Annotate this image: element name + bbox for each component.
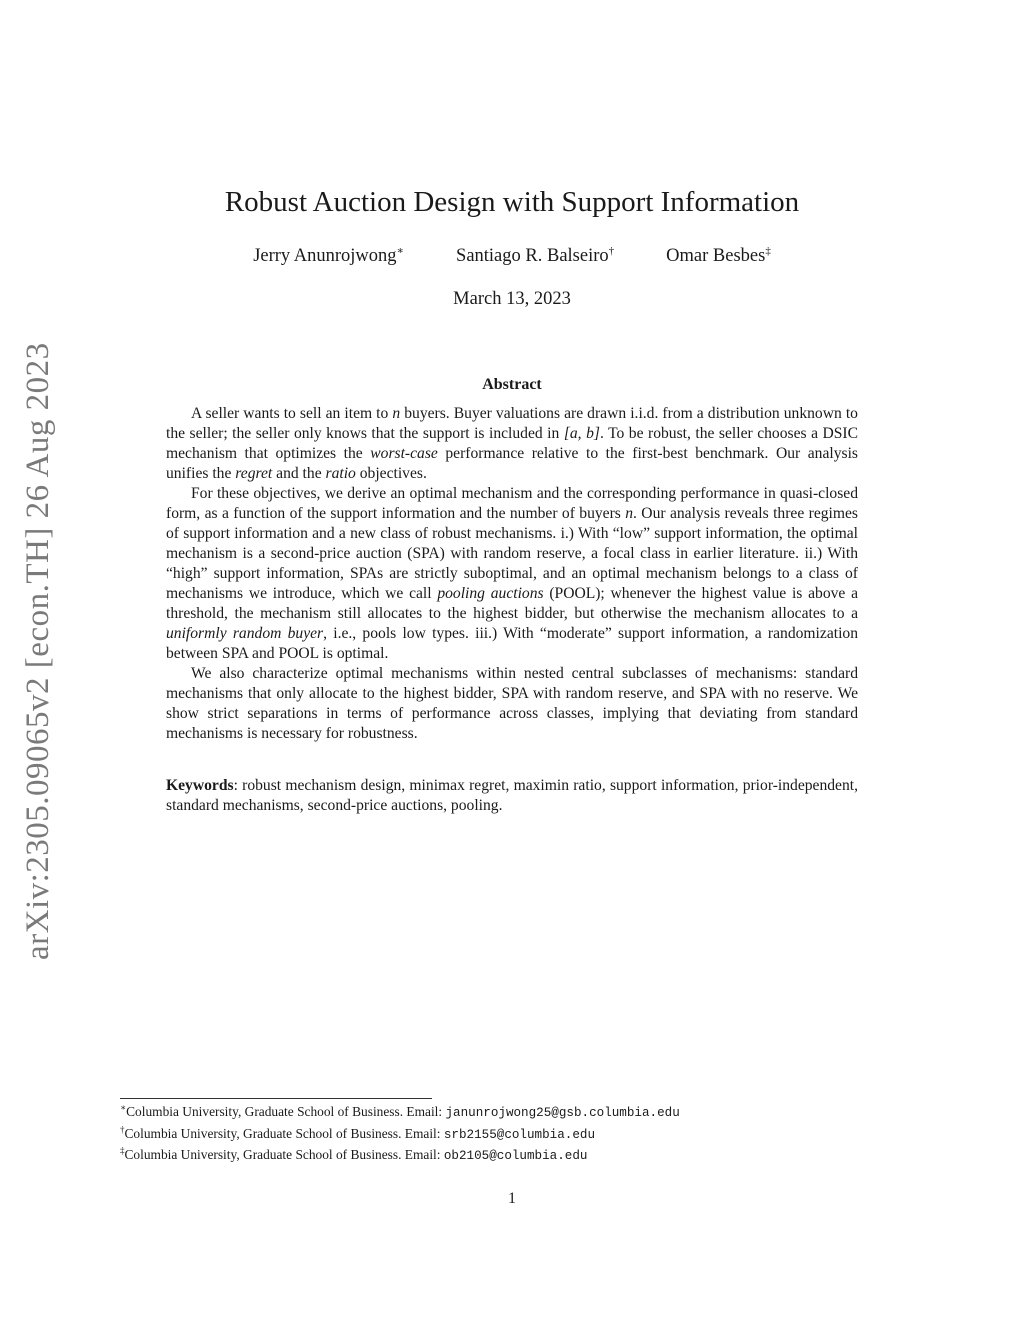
abstract-heading: Abstract xyxy=(482,376,542,393)
abstract-p2-text: For these objectives, we derive an optimal mechanism and the corresponding performance in quasi-closed form, as a function of the support information and the number of buyers xyxy=(166,485,858,522)
arxiv-identifier-stamp: arXiv:2305.09065v2 [econ.TH] 26 Aug 2023 xyxy=(20,342,56,960)
author-2 xyxy=(456,243,614,269)
footnote-2-email: srb2155@columbia.edu xyxy=(443,1127,596,1142)
author-1-footnote-mark: ∗ xyxy=(396,244,405,257)
abstract-body xyxy=(166,404,858,744)
footnote-1-text: Columbia University, Graduate School of Business. Email: xyxy=(126,1104,446,1119)
author-3-footnote-mark: ‡ xyxy=(765,244,771,257)
paper-title: Robust Auction Design with Support Information xyxy=(224,186,800,218)
abstract-p2-text: (POOL); whenever the highest value is above a threshold, the mechanism still allocates to the highest bidder, but otherwise the mechanism allocates to a xyxy=(166,585,859,622)
math-interval: [a, b] xyxy=(563,425,600,442)
footnote-3-text: Columbia University, Graduate School of Business. Email: xyxy=(124,1147,444,1162)
math-n: n xyxy=(625,505,634,522)
emphasis-worst-case: worst-case xyxy=(370,445,438,462)
abstract-p2-text: . Our analysis reveals three regimes of support information and a new class of robust mechanisms. i.) With “low” support information, the optimal mechanism is a second-price auction (SPA) with random reserve, a focal class in earlier literature. ii.) With “high” support information, SPAs are strictly suboptimal, and an optimal mechanism belongs to a class of mechanisms we introduce, which we call xyxy=(166,505,858,602)
footnotes xyxy=(120,1102,900,1167)
abstract-p1-text: A seller wants to sell an item to xyxy=(191,405,393,422)
page-number: 1 xyxy=(508,1190,516,1207)
author-2-footnote-mark: † xyxy=(608,244,615,257)
abstract-p1-text: objectives. xyxy=(355,465,427,482)
keywords-label: Keywords xyxy=(166,777,234,794)
footnote-divider xyxy=(120,1098,432,1099)
abstract-p1-text: . To be robust, the seller chooses a DSIC mechanism that optimizes the xyxy=(166,425,859,462)
footnote-3-mark: ‡ xyxy=(120,1145,125,1156)
abstract-p1-text: buyers. Buyer valuations are drawn i.i.d. from a distribution unknown to the seller; the seller only knows that the support is included in xyxy=(166,405,858,442)
author-3 xyxy=(666,243,771,269)
footnote-3 xyxy=(120,1145,900,1167)
emphasis-uniformly-random-buyer: uniformly random buyer xyxy=(166,625,324,642)
footnote-1-email: janunrojwong25@gsb.columbia.edu xyxy=(445,1106,680,1120)
author-list xyxy=(0,243,1024,269)
abstract-paragraph-3: We also characterize optimal mechanisms within nested central subclasses of mechanisms: standard mechanisms that only allocate to the highest bidder, SPA with random reserve, and SPA with no reserve. We show strict separations in terms of performance across classes, implying that deviating from standard mechanisms is necessary for robustness. xyxy=(166,665,858,742)
footnote-1 xyxy=(120,1102,900,1124)
author-1-name: Jerry Anunrojwong xyxy=(253,246,397,266)
author-2-name: Santiago R. Balseiro xyxy=(456,246,609,266)
abstract-paragraph-1 xyxy=(166,404,858,484)
footnote-2 xyxy=(120,1124,900,1146)
abstract-p1-text: and the xyxy=(272,465,326,482)
emphasis-ratio: ratio xyxy=(325,465,356,482)
footnote-1-mark: ∗ xyxy=(120,1102,127,1113)
emphasis-regret: regret xyxy=(235,465,273,482)
publication-date: March 13, 2023 xyxy=(453,289,571,309)
abstract-paragraph-2 xyxy=(166,484,858,664)
author-3-name: Omar Besbes xyxy=(666,246,766,266)
author-1 xyxy=(253,243,404,269)
keywords-text: : robust mechanism design, minimax regret, maximin ratio, support information, prior-independent, standard mechanisms, second-price auctions, pooling. xyxy=(166,777,858,814)
keywords xyxy=(166,776,858,816)
footnote-2-text: Columbia University, Graduate School of Business. Email: xyxy=(124,1125,444,1141)
emphasis-pooling-auctions: pooling auctions xyxy=(437,585,544,602)
abstract-p1-text: performance relative to the first-best benchmark. Our analysis unifies the xyxy=(166,445,858,482)
math-n: n xyxy=(392,405,401,422)
footnote-3-email: ob2105@columbia.edu xyxy=(443,1149,588,1163)
footnote-2-mark: † xyxy=(120,1124,125,1135)
abstract-p2-text: , i.e., pools low types. iii.) With “moderate” support information, a randomization between SPA and POOL is optimal. xyxy=(166,625,858,662)
